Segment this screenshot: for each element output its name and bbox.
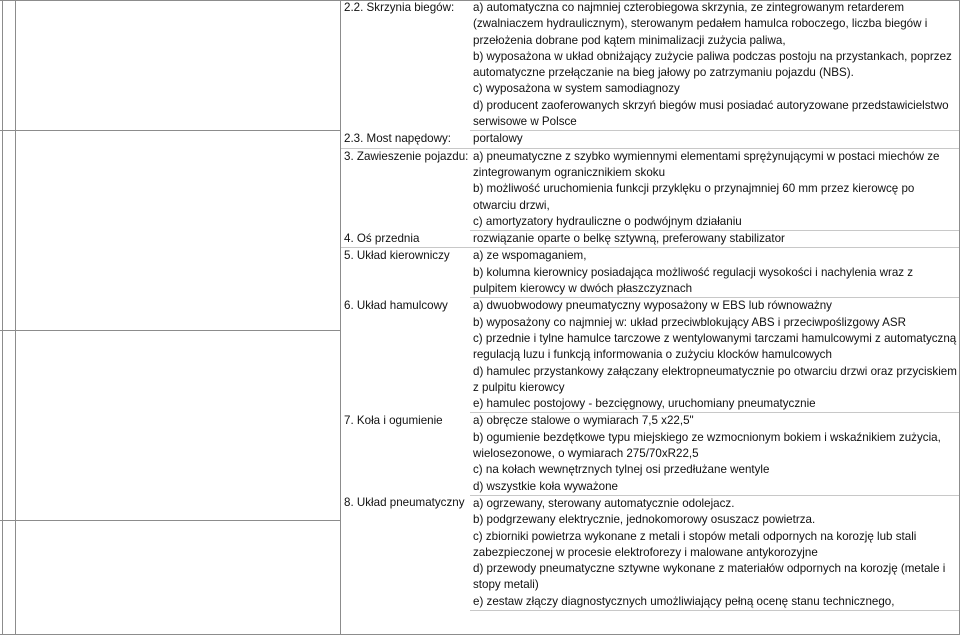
section-item-text: e) zestaw złączy diagnostycznych umożliwiający pełną ocenę stanu technicznego,	[470, 594, 959, 611]
grid-column-line	[2, 0, 3, 635]
section-item-text: b) możliwość uruchomienia funkcji przyklęku o przynajmniej 60 mm przez kierowcę po otwarciu drzwi,	[473, 182, 915, 212]
section-item-text: a) pneumatyczne z szybko wymiennymi elementami sprężynującymi w postaci miechów ze zintegrowanym ogranicznikiem skoku	[473, 149, 940, 179]
section-label-cell: 7. Koła i ogumienie	[344, 413, 443, 427]
section-label-cell: 6. Układ hamulcowy	[344, 298, 448, 312]
section-label-cell: 5. Układ kierowniczy	[344, 249, 450, 263]
section-label-cell: 3. Zawieszenie pojazdu:	[344, 149, 469, 163]
spec-row	[341, 148, 959, 181]
grid-column-line	[15, 0, 16, 635]
section-item-text: d) hamulec przystankowy załączany elektropneumatycznie po otwarciu drzwi oraz przyciskiem z pulpitu kierowcy	[473, 364, 957, 394]
specification-table	[341, 0, 959, 611]
section-item-text: rozwiązanie oparte o belkę sztywną, preferowany stabilizator	[470, 231, 959, 248]
section-item-text: c) amortyzatory hydrauliczne o podwójnym działaniu	[470, 214, 959, 231]
grid-row-line	[0, 520, 340, 521]
section-item-text: a) ogrzewany, sterowany automatycznie odolejacz.	[473, 496, 735, 510]
section-item-text: b) wyposażona w układ obniżający zużycie paliwa podczas postoju na przystankach, poprzez automatyczne przełączanie na bieg jałowy po zatrzymaniu pojazdu (NBS).	[473, 49, 952, 80]
section-item-text: a) automatyczna co najmniej czterobiegowa skrzynia, ze zintegrowanym retarderem (zwalniaczem hydraulicznym), sterowanym pedałem hamulca roboczego, liczba biegów i przełożenia dobrane pod kątem minimalizacji zużycia paliwa,	[473, 1, 928, 47]
spec-row	[341, 131, 959, 148]
section-item-text: b) podgrzewany elektrycznie, jednokomorowy osuszacz powietrza.	[473, 513, 816, 527]
section-item-text: a) ze wspomaganiem,	[473, 249, 587, 263]
section-item-text: e) hamulec postojowy - bezcięgnowy, uruchomiany pneumatycznie	[470, 396, 959, 413]
spec-row	[341, 231, 959, 248]
section-item-text: b) ogumienie bezdętkowe typu miejskiego ze wzmocnionym bokiem i wskaźnikiem zużycia, wielosezonowe, o wymiarach 275/70xR22,5	[473, 430, 941, 461]
spec-row	[341, 248, 959, 265]
section-label-cell: 4. Oś przednia	[341, 231, 470, 248]
spec-row	[341, 0, 959, 49]
section-item-text: portalowy	[470, 131, 959, 148]
section-item-text: c) wyposażona w system samodiagnozy	[473, 82, 680, 96]
grid-row-line	[0, 130, 340, 131]
section-item-text: c) na kołach wewnętrznych tylnej osi przedłużane wentyle	[473, 463, 770, 477]
spec-row	[341, 413, 959, 430]
spec-row	[341, 495, 959, 512]
section-item-text: a) obręcze stalowe o wymiarach 7,5 x22,5"	[473, 414, 694, 428]
grid-row-line	[0, 330, 340, 331]
section-item-text: c) przednie i tylne hamulce tarczowe z wentylowanymi tarczami hamulcowymi z automatyczną regulacją luzu i funkcją informowania o zużyciu klocków hamulcowych	[473, 331, 957, 362]
section-label-cell: 2.2. Skrzynia biegów:	[344, 1, 455, 14]
section-item-text: b) kolumna kierownicy posiadająca możliwość regulacji wysokości i nachylenia wraz z pulpitem kierowcy w dwóch płaszczyznach	[470, 265, 959, 298]
section-item-text: c) zbiorniki powietrza wykonane z metali i stopów metali odpornych na korozję lub stali zabezpieczonej w procesie elektroforezy i malowane antykorozyjne	[473, 529, 917, 559]
spec-row	[341, 298, 959, 315]
section-label-cell: 2.3. Most napędowy:	[341, 131, 470, 148]
section-item-text: d) wszystkie koła wyważone	[470, 479, 959, 496]
section-item-text: b) wyposażony co najmniej w: układ przeciwblokujący ABS i przeciwpoślizgowy ASR	[473, 315, 907, 329]
section-label-cell: 8. Układ pneumatyczny	[344, 496, 465, 510]
section-item-text: a) dwuobwodowy pneumatyczny wyposażony w EBS lub równoważny	[473, 299, 832, 313]
section-item-text: d) przewody pneumatyczne sztywne wykonane z materiałów odpornych na korozję (metale i stopy metali)	[473, 562, 946, 592]
section-item-text: d) producent zaoferowanych skrzyń biegów musi posiadać autoryzowane przedstawicielstwo serwisowe w Polsce	[470, 98, 959, 131]
